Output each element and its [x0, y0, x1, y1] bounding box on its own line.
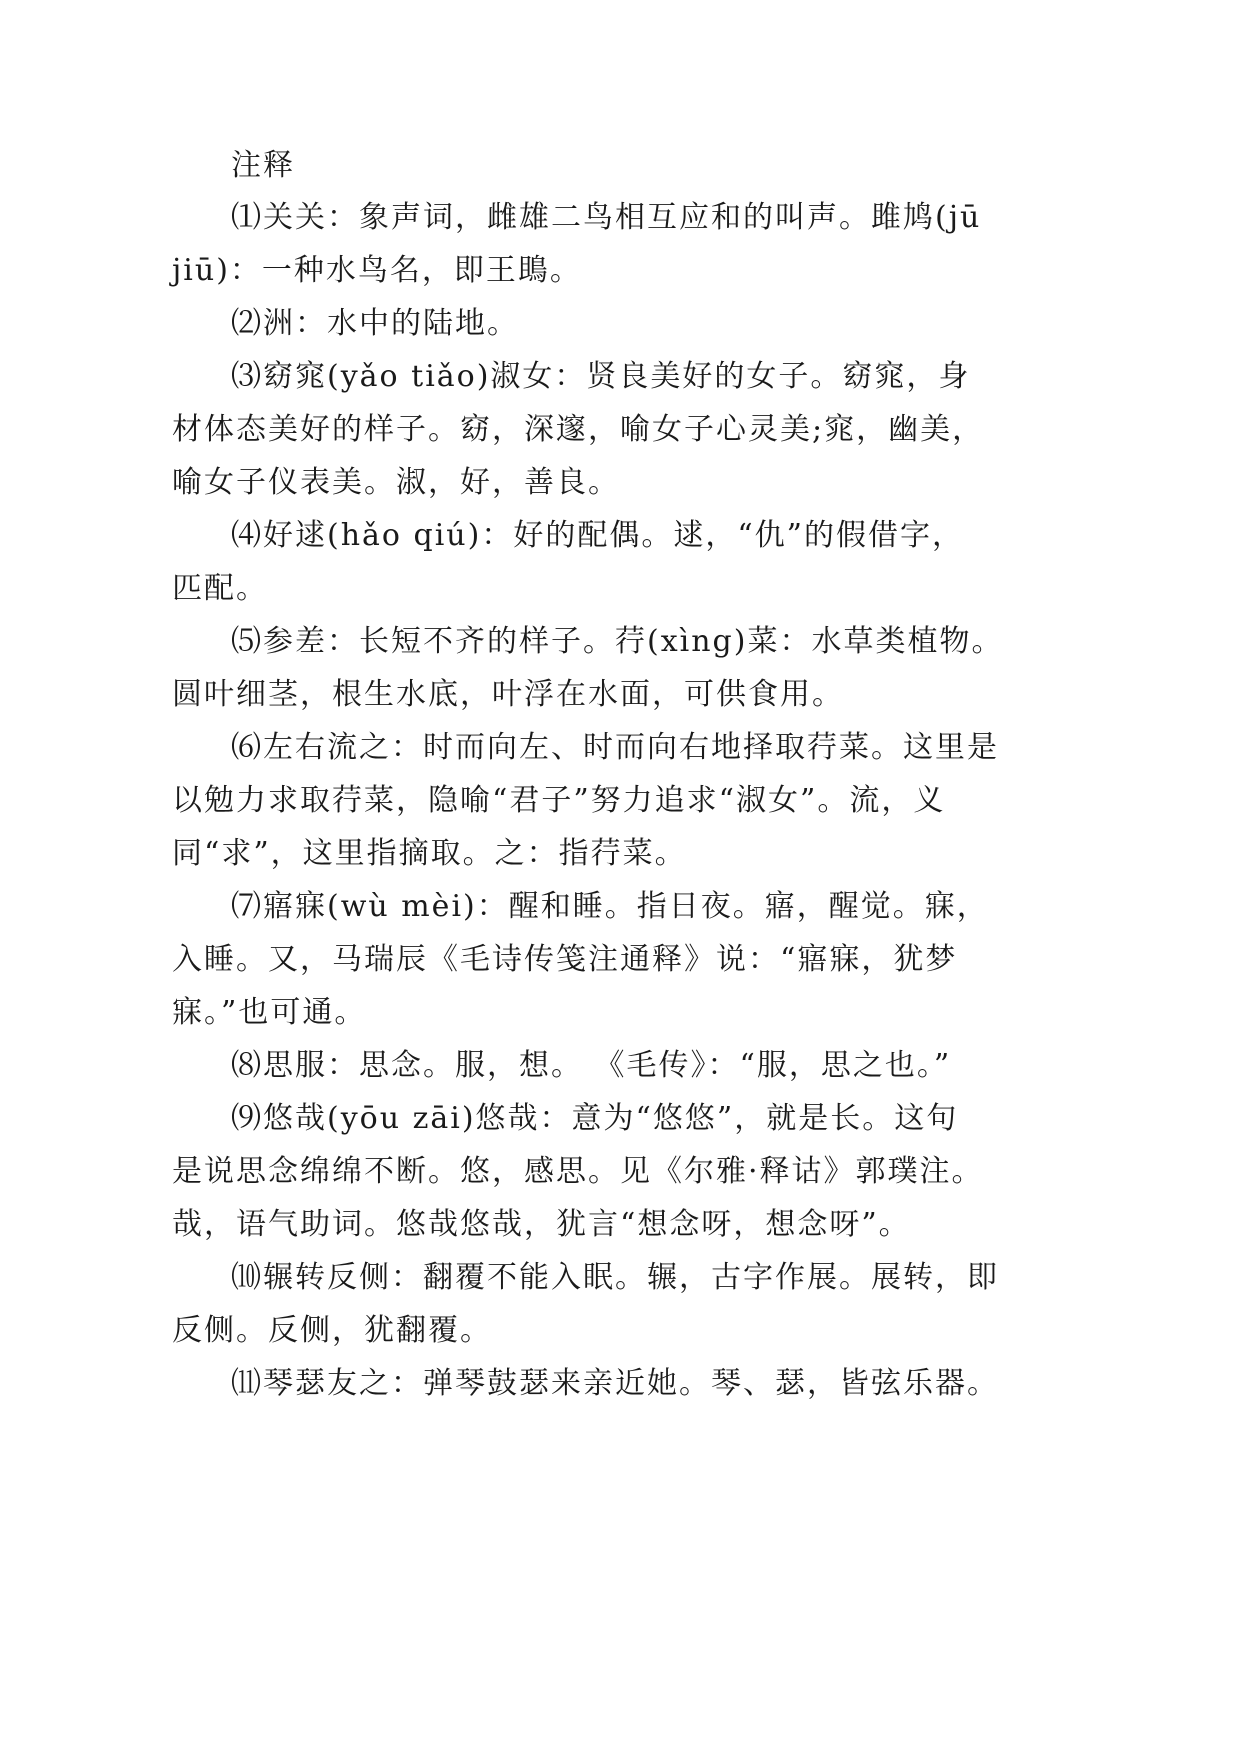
note-line: ⑵洲：水中的陆地。: [231, 306, 519, 341]
note-line: 入睡。又，马瑞辰《毛诗传笺注通释》说：“寤寐，犹梦: [172, 942, 958, 977]
note-line: ⑶窈窕(yǎo tiǎo)淑女：贤良美好的女子。窈窕，身: [231, 359, 971, 394]
note-line: 哉，语气助词。悠哉悠哉，犹言“想念呀，想念呀”。: [172, 1207, 911, 1242]
page-heading: 注释: [231, 148, 295, 183]
note-line: 圆叶细茎，根生水底，叶浮在水面，可供食用。: [172, 677, 844, 712]
note-line: ⑼悠哉(yōu zāi)悠哉：意为“悠悠”，就是长。这句: [231, 1101, 959, 1136]
note-line: ⑺寤寐(wù mèi)：醒和睡。指日夜。寤，醒觉。寐，: [231, 889, 989, 924]
note-line: 喻女子仪表美。淑，好，善良。: [172, 465, 620, 500]
note-line: ⑴关关：象声词，雌雄二鸟相互应和的叫声。雎鸠(jū: [231, 200, 982, 235]
note-line: ⑷好逑(hǎo qiú)：好的配偶。逑，“仇”的假借字，: [231, 518, 965, 553]
note-line: ⑹左右流之：时而向左、时而向右地择取荇菜。这里是: [231, 730, 999, 765]
note-line: jiū)：一种水鸟名，即王鴡。: [172, 253, 582, 288]
note-line: 反侧。反侧，犹翻覆。: [172, 1313, 492, 1348]
note-line: ⑾琴瑟友之：弹琴鼓瑟来亲近她。琴、瑟，皆弦乐器。: [231, 1366, 999, 1401]
note-line: 寐。”也可通。: [172, 995, 367, 1030]
note-line: 是说思念绵绵不断。悠，感思。见《尔雅·释诂》郭璞注。: [172, 1154, 984, 1189]
note-line: ⑻思服：思念。服，想。 《毛传》：“服，思之也。”: [231, 1048, 952, 1083]
note-line: 以勉力求取荇菜，隐喻“君子”努力追求“淑女”。流，义: [172, 783, 946, 818]
note-line: 同“求”，这里指摘取。之：指荇菜。: [172, 836, 687, 871]
note-line: ⑽辗转反侧：翻覆不能入眠。辗，古字作展。展转，即: [231, 1260, 999, 1295]
note-line: 匹配。: [172, 571, 268, 606]
note-line: 材体态美好的样子。窈，深邃，喻女子心灵美;窕，幽美，: [172, 412, 985, 447]
note-line: ⑸参差：长短不齐的样子。荇(xìng)菜：水草类植物。: [231, 624, 1004, 659]
